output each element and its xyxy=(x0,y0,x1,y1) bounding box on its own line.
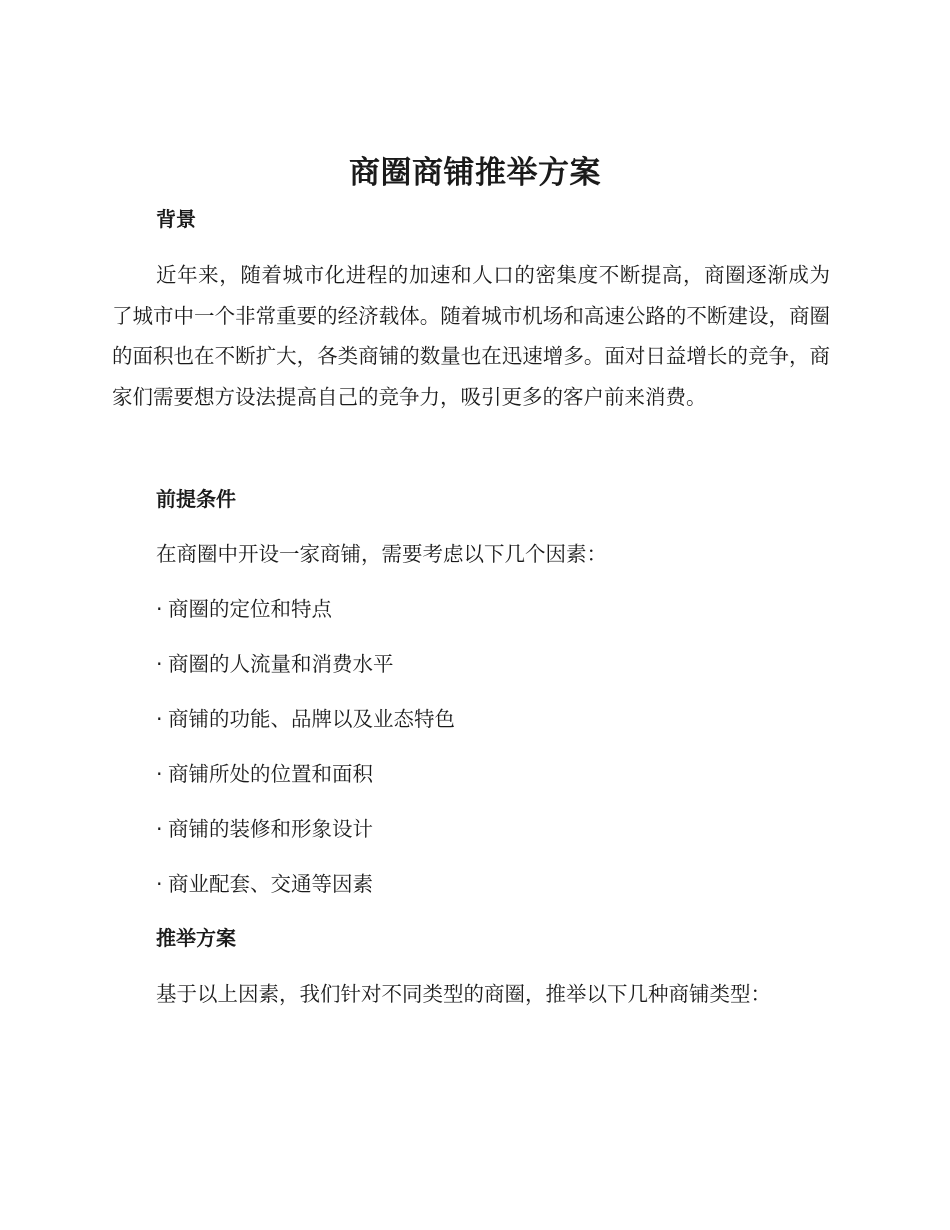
list-item-text: 商圈的定位和特点 xyxy=(168,597,332,621)
document-title: 商圈商铺推举方案 xyxy=(349,155,601,191)
list-item xyxy=(156,869,373,899)
list-item-text: 商铺的装修和形象设计 xyxy=(168,817,373,841)
section-heading-background: 背景 xyxy=(156,207,196,231)
bullet-icon: · xyxy=(156,762,163,786)
bullet-icon: · xyxy=(156,872,163,896)
list-item xyxy=(156,759,373,789)
list-item-text: 商圈的人流量和消费水平 xyxy=(168,652,394,676)
bullet-icon: · xyxy=(156,817,163,841)
section-heading-plan: 推举方案 xyxy=(156,926,236,950)
list-item xyxy=(156,704,455,734)
bullet-icon: · xyxy=(156,652,163,676)
plan-intro: 基于以上因素，我们针对不同类型的商圈，推举以下几种商铺类型： xyxy=(156,982,771,1006)
section-heading-prerequisites: 前提条件 xyxy=(156,487,236,511)
bullet-icon: · xyxy=(156,597,163,621)
bullet-icon: · xyxy=(156,707,163,731)
list-item-text: 商铺的功能、品牌以及业态特色 xyxy=(168,707,455,731)
prerequisites-intro: 在商圈中开设一家商铺，需要考虑以下几个因素： xyxy=(156,542,607,566)
list-item-text: 商业配套、交通等因素 xyxy=(168,872,373,896)
list-item xyxy=(156,594,332,624)
list-item-text: 商铺所处的位置和面积 xyxy=(168,762,373,786)
list-item xyxy=(156,814,373,844)
list-item xyxy=(156,649,394,679)
background-paragraph: 近年来，随着城市化进程的加速和人口的密集度不断提高，商圈逐渐成为了城市中一个非常重要的经济载体。随着城市机场和高速公路的不断建设，商圈的面积也在不断扩大，各类商铺的数量也在迅速增多。面对日益增长的竞争，商家们需要想方设法提高自己的竞争力，吸引更多的客户前来消费。 xyxy=(112,263,830,409)
